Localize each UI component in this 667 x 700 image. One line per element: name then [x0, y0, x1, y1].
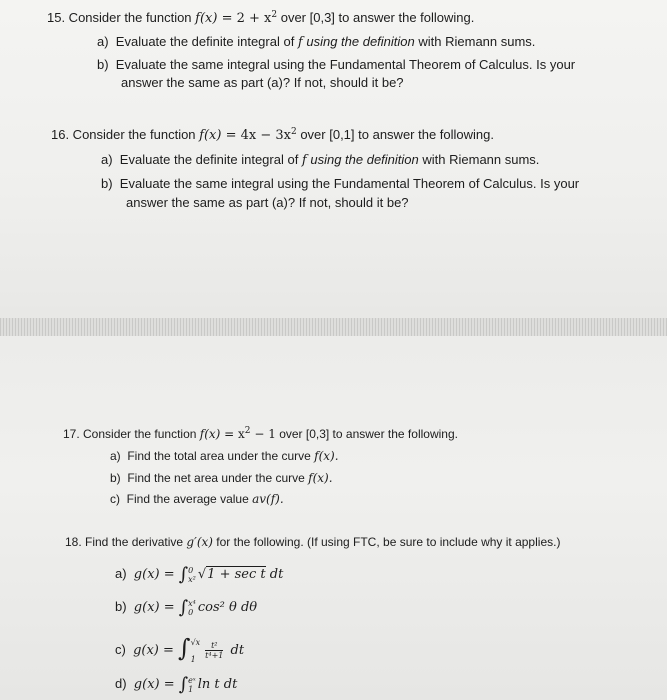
- problem-18-part-a: a) g(x) = ∫ 0 x² √1 + sec t dt: [115, 564, 284, 585]
- problem-18-part-d: d) g(x) = ∫ eˣ 1 ln t dt: [115, 674, 238, 695]
- integral-sign: ∫: [178, 597, 189, 618]
- page-divider-band: [0, 318, 667, 336]
- integral-sign: ∫: [178, 564, 189, 585]
- integral-sign: ∫: [178, 634, 191, 662]
- bottom-sheet: [0, 336, 667, 700]
- problem-17-part-c: c) Find the average value av(f).: [110, 492, 284, 506]
- sqrt-icon: √: [197, 567, 207, 582]
- integral-limits: 0 x²: [188, 565, 196, 584]
- fraction: $\frac{\text{t²}}{\text{t⁴+1}}$: [205, 641, 224, 661]
- problem-16-intro: 16. Consider the function $f(x) = 4x - 3x^2$ over [0,1] to answer the following.: [51, 127, 494, 143]
- problem-16-part-b-line2: answer the same as part (a)? If not, should it be?: [126, 195, 409, 210]
- problem-18-part-c: c) g(x) = ∫ √x 1 $\frac{\text{t²}}{\text{t⁴+1}}$ dt: [115, 634, 245, 664]
- problem-18-part-b: b) g(x) = ∫ x⁴ 0 cos² θ dθ: [115, 597, 258, 618]
- problem-17-intro: 17. Consider the function $f(x) = x^2 - 1$ over [0,3] to answer the following.: [63, 426, 458, 441]
- problem-18-intro: 18. Find the derivative g′(x) for the following. (If using FTC, be sure to include why it applies.): [65, 535, 561, 549]
- problem-16-part-b: b) Evaluate the same integral using the Fundamental Theorem of Calculus. Is your: [101, 176, 580, 191]
- problem-16-part-a: a) Evaluate the definite integral of f using the definition with Riemann sums.: [101, 152, 540, 168]
- problem-15-intro: 15. Consider the function $f(x) = 2 + x^2$ over [0,3] to answer the following.: [47, 10, 475, 26]
- problem-15-part-b: b) Evaluate the same integral using the Fundamental Theorem of Calculus. Is your: [97, 57, 576, 72]
- problem-17-part-a: a) Find the total area under the curve f(x).: [110, 449, 339, 463]
- integral-limits: √x 1: [190, 637, 201, 664]
- top-sheet: [0, 0, 667, 318]
- problem-17-part-b: b) Find the net area under the curve f(x).: [110, 471, 333, 485]
- integral-limits: eˣ 1: [188, 675, 196, 694]
- problem-15-part-b-line2: answer the same as part (a)? If not, should it be?: [121, 75, 404, 90]
- integral-sign: ∫: [178, 674, 189, 695]
- integral-limits: x⁴ 0: [188, 598, 196, 617]
- problem-15-part-a: a) Evaluate the definite integral of f using the definition with Riemann sums.: [97, 34, 536, 50]
